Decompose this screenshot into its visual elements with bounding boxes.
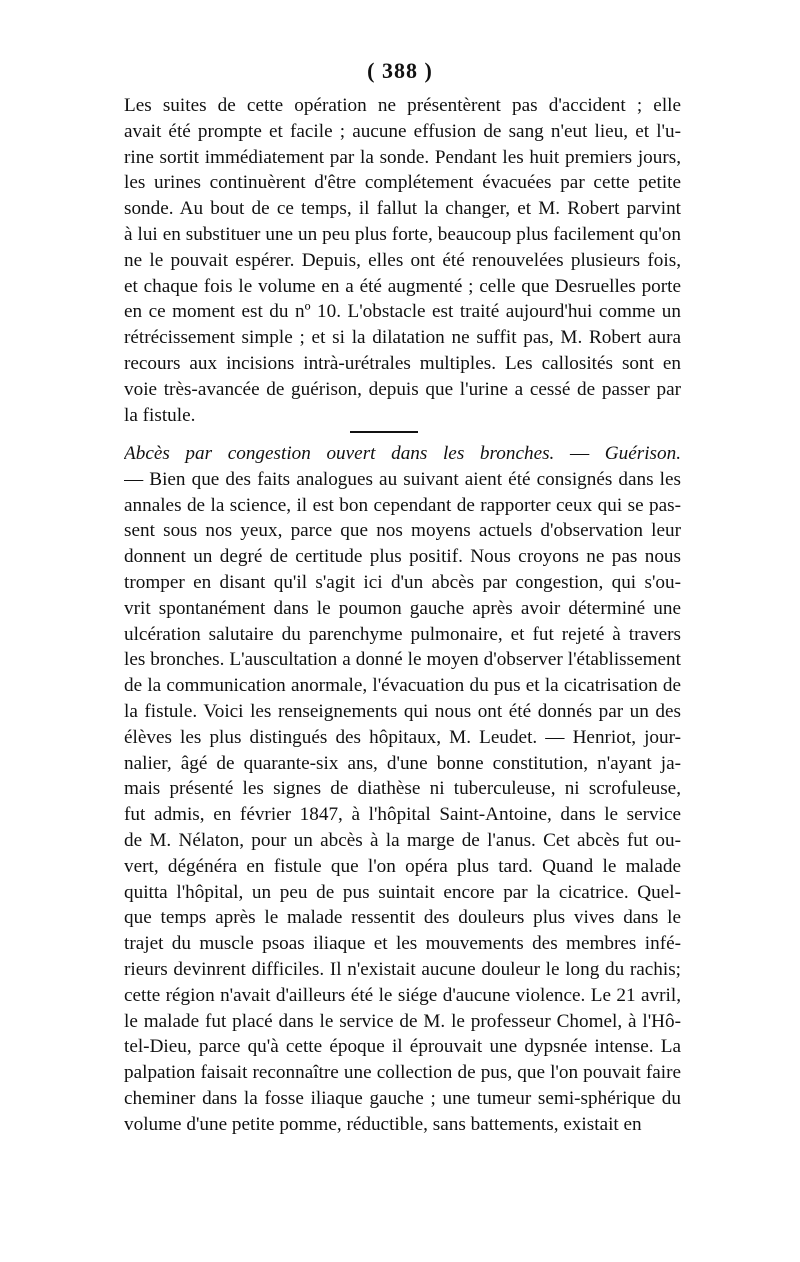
text-line: cheminer dans la fosse iliaque gauche ; une tumeur semi-sphérique du xyxy=(124,1087,681,1109)
text-line: recours aux incisions intrà-urétrales multiples. Les callosités sont en xyxy=(124,352,681,374)
page-number: ( 388 ) xyxy=(367,58,433,83)
text-line: vert, dégénéra en fistule que l'on opéra plus tard. Quand le malade xyxy=(124,855,681,877)
paragraph-abscess-case xyxy=(124,441,681,1138)
text-line: en ce moment est du nº 10. L'obstacle est traité aujourd'hui comme un xyxy=(124,301,681,323)
text-line: les urines continuèrent d'être complétement évacuées par cette petite xyxy=(124,172,681,194)
text-line: Les suites de cette opération ne présentèrent pas d'accident ; elle xyxy=(124,95,681,116)
paragraph-surgery-outcome xyxy=(124,93,681,428)
text-line: élèves les plus distingués des hôpitaux, M. Leudet. — Henriot, jour- xyxy=(124,726,681,748)
section-heading-title: Abcès par congestion ouvert dans les bronches. xyxy=(124,443,555,464)
text-line: palpation faisait reconnaître une collection de pus, que l'on pouvait faire xyxy=(124,1062,681,1084)
text-line: avait été prompte et facile ; aucune effusion de sang n'eut lieu, et l'u- xyxy=(124,120,681,142)
text-line: nalier, âgé de quarante-six ans, d'une bonne constitution, n'ayant ja- xyxy=(124,752,681,774)
section-heading-dash: — xyxy=(554,443,605,464)
text-line: tromper en disant qu'il s'agit ici d'un abcès par congestion, qui s'ou- xyxy=(124,571,681,593)
text-line: ulcération salutaire du parenchyme pulmonaire, et fut rejeté à travers xyxy=(124,623,681,645)
text-line: ne le pouvait espérer. Depuis, elles ont été renouvelées plusieurs fois, xyxy=(124,249,681,271)
text-line: vrit spontanément dans le poumon gauche après avoir déterminé une xyxy=(124,597,681,619)
text-line: mais présenté les signes de diathèse ni tuberculeuse, ni scrofuleuse, xyxy=(124,778,681,800)
text-line: que temps après le malade ressentit des douleurs plus vives dans le xyxy=(124,907,681,929)
text-line: trajet du muscle psoas iliaque et les mouvements des membres infé- xyxy=(124,933,681,955)
text-line: de M. Nélaton, pour un abcès à la marge de l'anus. Cet abcès fut ou- xyxy=(124,829,681,851)
section-heading xyxy=(124,441,681,467)
text-line: et chaque fois le volume en a été augmenté ; celle que Desruelles porte xyxy=(124,275,681,297)
text-line: rieurs devinrent difficiles. Il n'existait aucune douleur le long du rachis; xyxy=(124,958,681,980)
text-line: le malade fut placé dans le service de M. le professeur Chomel, à l'Hô- xyxy=(124,1010,681,1032)
text-line: donnent un degré de certitude plus positif. Nous croyons ne pas nous xyxy=(124,546,681,568)
section-divider xyxy=(350,431,418,433)
text-line: quitta l'hôpital, un peu de pus suintait encore par la cicatrice. Quel- xyxy=(124,881,681,903)
text-line: la fistule. Voici les renseignements qui nous ont été donnés par un des xyxy=(124,700,681,722)
text-line: fut admis, en février 1847, à l'hôpital Saint-Antoine, dans le service xyxy=(124,804,681,826)
text-line: rine sortit immédiatement par la sonde. Pendant les huit premiers jours, xyxy=(124,146,681,168)
text-line: — Bien que des faits analogues au suivant aient été consignés dans les xyxy=(124,468,681,490)
text-line: tel-Dieu, parce qu'à cette époque il éprouvait une dypsnée intense. La xyxy=(124,1036,681,1058)
section-heading-outcome: Guérison. xyxy=(604,443,681,464)
text-line: cette région n'avait d'ailleurs été le siége d'aucune violence. Le 21 avril, xyxy=(124,984,681,1006)
text-line: les bronches. L'auscultation a donné le moyen d'observer l'établissement xyxy=(124,649,681,671)
text-line: sonde. Au bout de ce temps, il fallut la changer, et M. Robert parvint xyxy=(124,198,681,220)
text-line: de la communication anormale, l'évacuation du pus et la cicatrisation de xyxy=(124,675,681,697)
text-line: rétrécissement simple ; et si la dilatation ne suffit pas, M. Robert aura xyxy=(124,327,681,349)
text-line: volume d'une petite pomme, réductible, sans battements, existait en xyxy=(124,1113,642,1135)
text-line: sent sous nos yeux, parce que nos moyens actuels d'observation leur xyxy=(124,520,681,542)
text-line: voie très-avancée de guérison, depuis que l'urine a cessé de passer par xyxy=(124,378,681,400)
text-line: à lui en substituer une un peu plus forte, beaucoup plus facilement qu'on xyxy=(124,223,681,245)
text-line: annales de la science, il est bon cependant de rapporter ceux qui se pas- xyxy=(124,494,681,516)
text-line: la fistule. xyxy=(124,404,196,426)
